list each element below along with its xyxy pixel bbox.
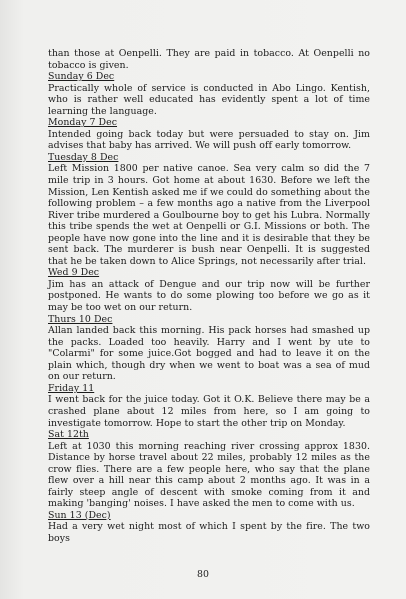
entry-text-friday-11: I went back for the juice today. Got it O.K. Believe there may be a crashed plane about 12 miles from here, so I am going to investigate tomorrow. Hope to start the other trip on Monday. <box>48 394 370 429</box>
entry-date-sun-13-dec: Sun 13 (Dec) <box>48 509 111 521</box>
entry-date-wed-9-dec: Wed 9 Dec <box>48 267 100 279</box>
page-number: 80 <box>197 569 209 580</box>
entry-text-monday-7-dec: Intended going back today but were persuaded to stay on. Jim advises that baby has arrived. We will push off early tomorrow. <box>48 128 370 152</box>
diary-text <box>48 48 370 545</box>
entry-text-sun-13-dec: Had a very wet night most of which I spent by the fire. The two boys <box>48 521 370 544</box>
entry-text-sunday-6-dec: Practically whole of service is conducted in Abo Lingo. Kentish, who is rather well educated has evidently spent a lot of time learning the language. <box>48 82 370 117</box>
entry-date-tuesday-8-dec: Tuesday 8 Dec <box>48 151 119 163</box>
entry-date-monday-7-dec: Monday 7 Dec <box>48 117 118 129</box>
intro-paragraph: than those at Oenpelli. They are paid in tobacco. At Oenpelli no tobacco is given. <box>48 48 370 71</box>
entry-text-thurs-10-dec: Allan landed back this morning. His pack horses had smashed up the packs. Loaded too heavily. Harry and I went by ute to "Colarmi" for some juice.Got bogged and had to leave it on the plain which, though dry when we went to boat was a sea of mud on our return. <box>48 325 370 383</box>
entry-date-sunday-6-dec: Sunday 6 Dec <box>48 71 115 83</box>
entry-text-sat-12th: Left at 1030 this morning reaching river crossing approx 1830. Distance by horse travel about 22 miles, probably 12 miles as the crow flies. There are a few people here, who say that the plane flew over a hill near this camp about 2 months ago. It was in a fairly steep angle of descent with smoke coming from it and making 'banging' noises. I have asked the men to come with us. <box>48 440 370 510</box>
entry-text-wed-9-dec: Jim has an attack of Dengue and our trip now will be further postponed. He wants to do some plowing too before we go as it may be too wet on our return. <box>48 278 370 314</box>
entry-date-sat-12th: Sat 12th <box>48 429 89 441</box>
entry-text-tuesday-8-dec: Left Mission 1800 per native canoe. Sea very calm so did the 7 mile trip in 3 hours. Got home at about 1630. Before we left the Mission, Len Kentish asked me if we could do something about the following problem – a few months ago a native from the Liverpool River tribe murdered a Goulbourne boy to get his Lubra. Normally this tribe spends the wet at Oenpelli or G.I. Missions or both. The people have now gone into the line and it is desirable that they be sent back. The murderer is bush near Oenpelli. It is suggested that he be taken down to Alice Springs, not necessarily after trial. <box>48 163 370 267</box>
entry-date-friday-11: Friday 11 <box>48 382 95 394</box>
entry-date-thurs-10-dec: Thurs 10 Dec <box>48 313 113 325</box>
